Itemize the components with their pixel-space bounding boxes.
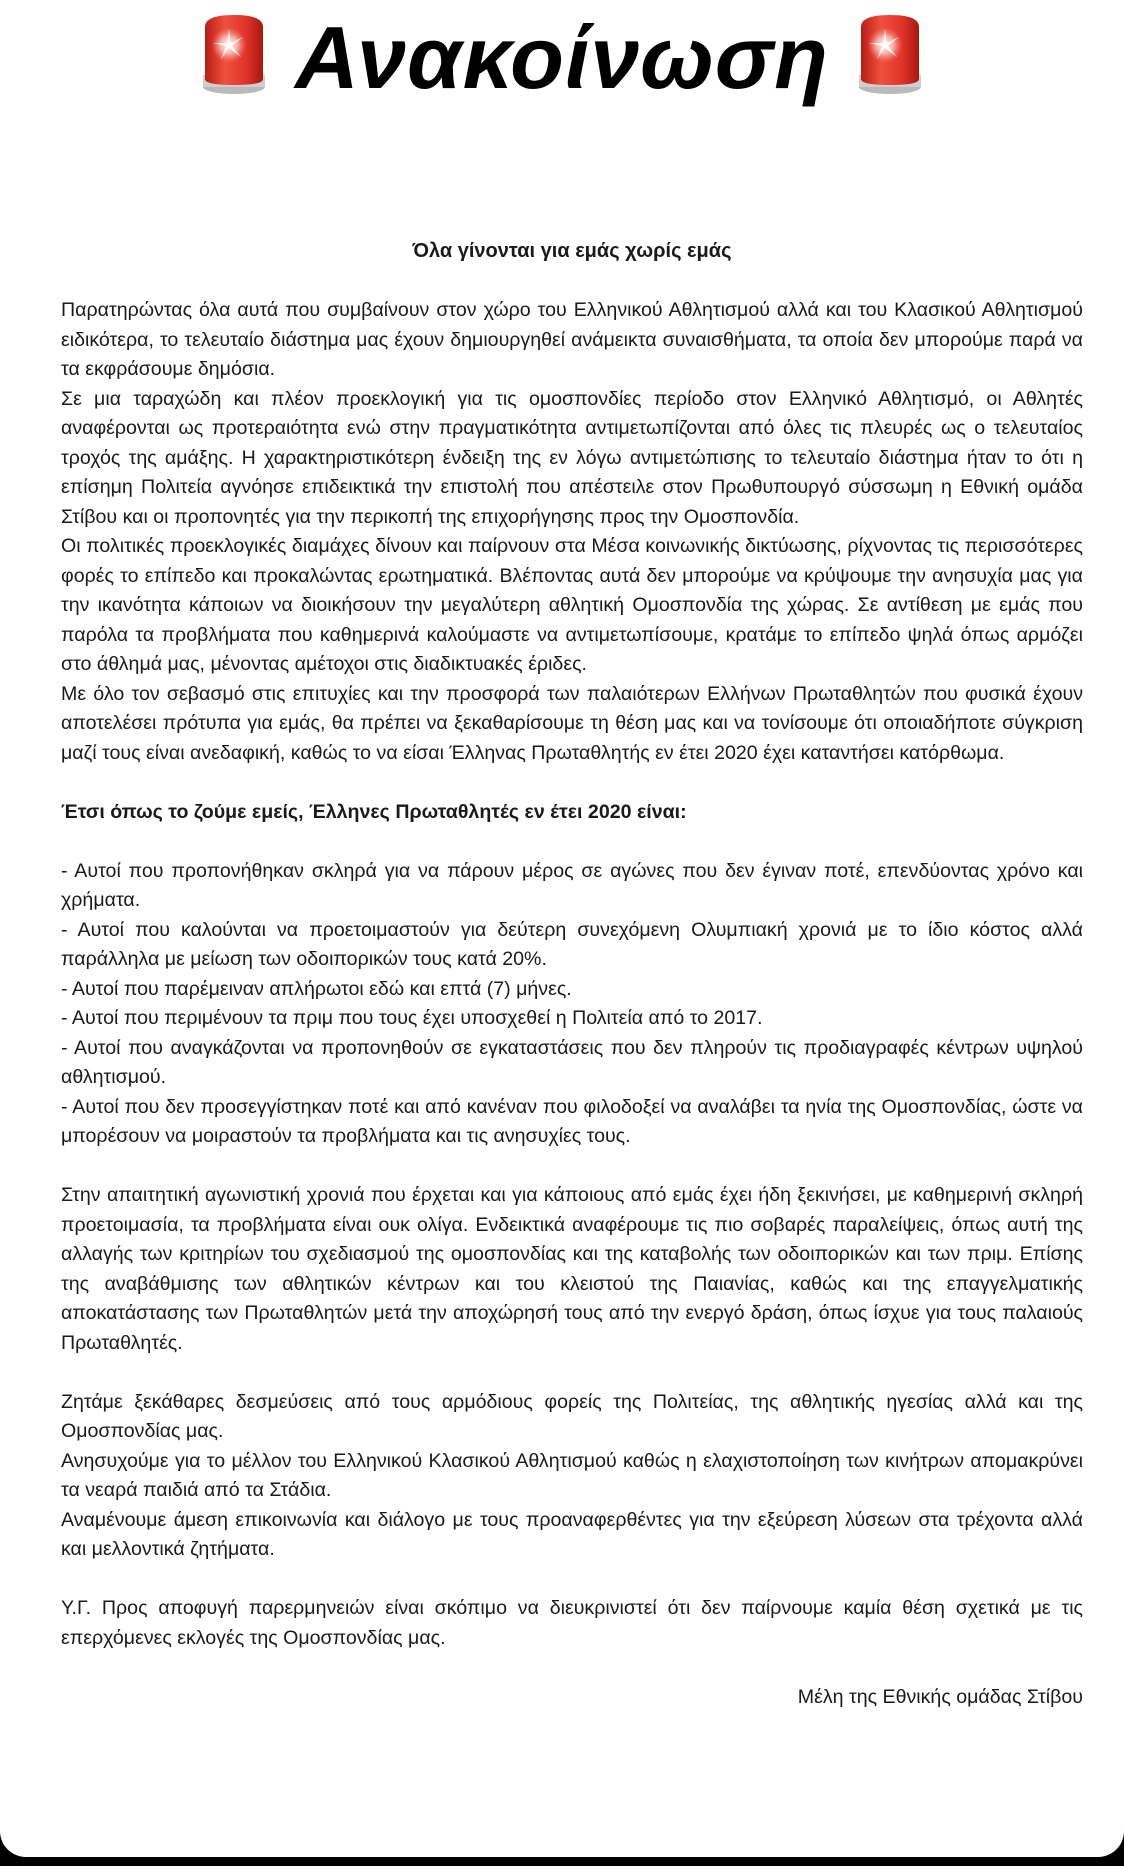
intro-paragraph: Με όλο τον σεβασμό στις επιτυχίες και την προσφορά των παλαιότερων Ελλήνων Πρωταθλητών που φυσικά έχουν αποτελέσει πρότυπα για εμάς, θα πρέπει να ξεκαθαρίσουμε τη θέση μας και να τονίσουμε ότι οποιαδήποτε σύγκριση μαζί τους είναι ανεδαφική, καθώς το να είσαι Έλληνας Πρωταθλητής εν έτει 2020 έχει καταντήσει κατόρθωμα.: [61, 682, 1083, 764]
intro-paragraph: Σε μια ταραχώδη και πλέον προεκλογική για τις ομοσπονδίες περίοδο στον Ελληνικό Αθλητισμό, οι Αθλητές αναφέρονται ως προτεραιότητα ενώ στην πραγματικότητα αντιμετωπίζονται από όλες τις πλευρές ως ο τελευταίος τροχός της αμάξης. Η χαρακτηριστικότερη ένδειξη της εν λόγω αντιμετώπισης το τελευταίο διάστημα ήταν το ότι η επίσημη Πολιτεία αγνόησε επιδεικτικά την επιστολή που απέστειλε στον Πρωθυπουργό σύσσωμη η Εθνική ομάδα Στίβου και οι προπονητές για την περικοπή της επιχορήγησης προς την Ομοσπονδία.: [61, 387, 1083, 528]
list-item: - Αυτοί που παρέμειναν απλήρωτοι εδώ και επτά (7) μήνες.: [61, 977, 572, 1000]
problems-paragraph: Στην απαιτητική αγωνιστική χρονιά που έρχεται και για κάποιους από εμάς έχει ήδη ξεκινήσει, με καθημερινή σκληρή προετοιμασία, τα προβλήματα είναι ουκ ολίγα. Ενδεικτικά αναφέρουμε τις πιο σοβαρές παραλείψεις, όπως αυτή της αλλαγής των κριτηρίων του σχεδιασμού της ομοσπονδίας και της καταβολής των οδοιπορικών και των πριμ. Επίσης της αναβάθμισης των αθλητικών κέντρων και του κλειστού της Παιανίας, καθώς και της επαγγελματικής αποκατάστασης των Πρωταθλητών μετά την αποχώρησή τους από την ενεργό δράση, όπως ίσχυε για τους παλαιούς Πρωταθλητές.: [61, 1184, 1083, 1354]
siren-icon: [201, 13, 267, 95]
list-heading: Έτσι όπως το ζούμε εμείς, Έλληνες Πρωταθλητές εν έτει 2020 είναι:: [61, 800, 687, 823]
document-body: [61, 230, 1083, 1712]
list-item: - Αυτοί που καλούνται να προετοιμαστούν για δεύτερη συνεχόμενη Ολυμπιακή χρονιά με το ίδιο κόστος αλλά παράλληλα με μείωση των οδοιπορικών τους κατά 20%.: [61, 918, 1083, 970]
list-item: - Αυτοί που περιμένουν τα πριμ που τους έχει υποσχεθεί η Πολιτεία από το 2017.: [61, 1007, 763, 1029]
demands-paragraph: Ανησυχούμε για το μέλλον του Ελληνικού Κλασικού Αθλητισμού καθώς η ελαχιστοποίηση των κινήτρων απομακρύνει τα νεαρά παιδιά από τα Στάδια.: [61, 1449, 1083, 1501]
list-item: - Αυτοί που προπονήθηκαν σκληρά για να πάρουν μέρος σε αγώνες που δεν έγιναν ποτέ, επενδύοντας χρόνο και χρήματα.: [61, 859, 1083, 911]
demands-paragraph: Αναμένουμε άμεση επικοινωνία και διάλογο με τους προαναφερθέντες για την εξεύρεση λύσεων στα τρέχοντα αλλά και μελλοντικά ζητήματα.: [61, 1508, 1083, 1560]
header: [0, 0, 1124, 120]
siren-icon: [857, 13, 923, 95]
list-item: - Αυτοί που αναγκάζονται να προπονηθούν σε εγκαταστάσεις που δεν πληρούν τις προδιαγραφές κέντρων υψηλού αθλητισμού.: [61, 1036, 1083, 1088]
demands-paragraph: Ζητάμε ξεκάθαρες δεσμεύσεις από τους αρμόδιους φορείς της Πολιτείας, της αθλητικής ηγεσίας αλλά και της Ομοσπονδίας μας.: [61, 1390, 1083, 1442]
intro-paragraph: Οι πολιτικές προεκλογικές διαμάχες δίνουν και παίρνουν στα Μέσα κοινωνικής δικτύωσης, ρίχνοντας τις περισσότερες φορές το επίπεδο και προκαλώντας ερωτηματικά. Βλέποντας αυτά δεν μπορούμε να κρύψουμε την ανησυχία μας για την ικανότητα κάποιων να διοικήσουν την μεγαλύτερη αθλητική Ομοσπονδία της χώρας. Σε αντίθεση με εμάς που παρόλα τα προβλήματα που καθημερινά καλούμαστε να αντιμετωπίσουμε, κρατάμε το επίπεδο ψηλά όπως αρμόζει στο άθλημά μας, μένοντας αμέτοχοι στις διαδικτυακές έριδες.: [61, 535, 1083, 675]
postscript: Υ.Γ. Προς αποφυγή παρερμηνειών είναι σκόπιμο να διευκρινιστεί ότι δεν παίρνουμε καμία θέση σχετικά με τις επερχόμενες εκλογές της Ομοσπονδίας μας.: [61, 1597, 1083, 1649]
document-subtitle: Όλα γίνονται για εμάς χωρίς εμάς: [412, 240, 732, 262]
intro-paragraph: Παρατηρώντας όλα αυτά που συμβαίνουν στον χώρο του Ελληνικού Αθλητισμού αλλά και του Κλασικού Αθλητισμού ειδικότερα, το τελευταίο διάστημα μας έχουν δημιουργηθεί ανάμεικτα συναισθήματα, τα οποία δεν μπορούμε παρά να τα εκφράσουμε δημόσια.: [61, 299, 1083, 380]
signature: Μέλη της Εθνικής ομάδας Στίβου: [797, 1685, 1083, 1708]
page-title: Ανακοίνωση: [295, 8, 829, 107]
list-item: - Αυτοί που δεν προσεγγίστηκαν ποτέ και από κανέναν που φιλοδοξεί να αναλάβει τα ηνία της Ομοσπονδίας, ώστε να μπορέσουν να μοιραστούν τα προβλήματα και τις ανησυχίες τους.: [61, 1095, 1083, 1147]
